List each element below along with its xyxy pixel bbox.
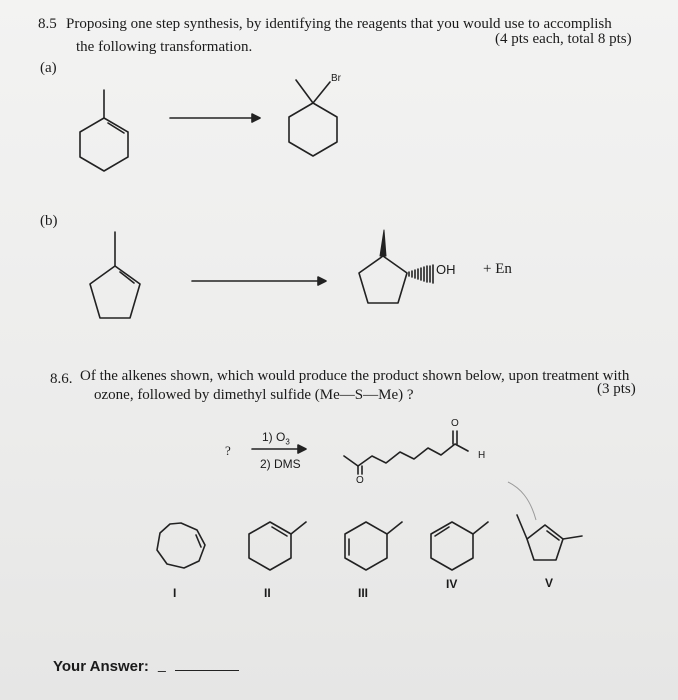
aldehyde-h-label: H [478, 450, 486, 461]
q85-number: 8.5 [38, 16, 57, 32]
part-b-reaction-arrow [192, 277, 326, 285]
q86-points: (3 pts) [597, 381, 636, 397]
reagent-step-1: 1) $O_3$ [262, 430, 290, 447]
part-b-label: (b) [40, 213, 58, 229]
choice-iii-label: III [358, 586, 369, 600]
q86-prompt-line2: ozone, followed by dimethyl sulfide (Me—S—Me) ? [94, 387, 414, 403]
pencil-mark [508, 482, 536, 520]
choice-iv-label: IV [446, 577, 458, 591]
part-b-extra-note: + En [483, 261, 512, 277]
choice-iv-molecule [431, 522, 488, 570]
ketone-oxygen-label: O [356, 475, 364, 486]
reagent-step-2: 2) DMS [260, 457, 301, 471]
q85-prompt-line2: the following transformation. [76, 39, 253, 55]
answer-label: Your Answer: [53, 658, 149, 675]
part-b-reactant-molecule [90, 232, 140, 318]
choice-ii-label: II [264, 586, 271, 600]
part-a-product-molecule [289, 80, 337, 156]
q86-number: 8.6. [50, 371, 73, 387]
q86-prompt-line1: Of the alkenes shown, which would produce the product shown below, upon treatment with [80, 368, 630, 384]
bromine-atom-label: Br [331, 73, 341, 84]
answer-blank-mark: _ [158, 656, 166, 672]
part-a-reactant-molecule [80, 90, 128, 171]
part-a-reaction-arrow [170, 114, 260, 122]
choice-v-label: V [545, 576, 554, 590]
choice-ii-molecule [249, 522, 306, 570]
part-a-label: (a) [40, 60, 57, 76]
q85-points: (4 pts each, total 8 pts) [495, 31, 632, 47]
choice-v-molecule [517, 515, 582, 560]
answer-input-line[interactable] [175, 670, 239, 671]
q86-product-molecule [344, 431, 468, 474]
unknown-alkene-mark: ? [225, 443, 231, 458]
choice-i-label: I [173, 586, 177, 600]
q85-prompt-line1: Proposing one step synthesis, by identifying the reagents that you would use to accomplish [66, 16, 612, 32]
choice-iii-molecule [345, 522, 402, 570]
aldehyde-oxygen-label: O [451, 418, 459, 429]
choice-i-molecule [157, 523, 205, 568]
part-b-product-molecule [359, 230, 433, 303]
hydroxyl-label: OH [436, 262, 456, 277]
